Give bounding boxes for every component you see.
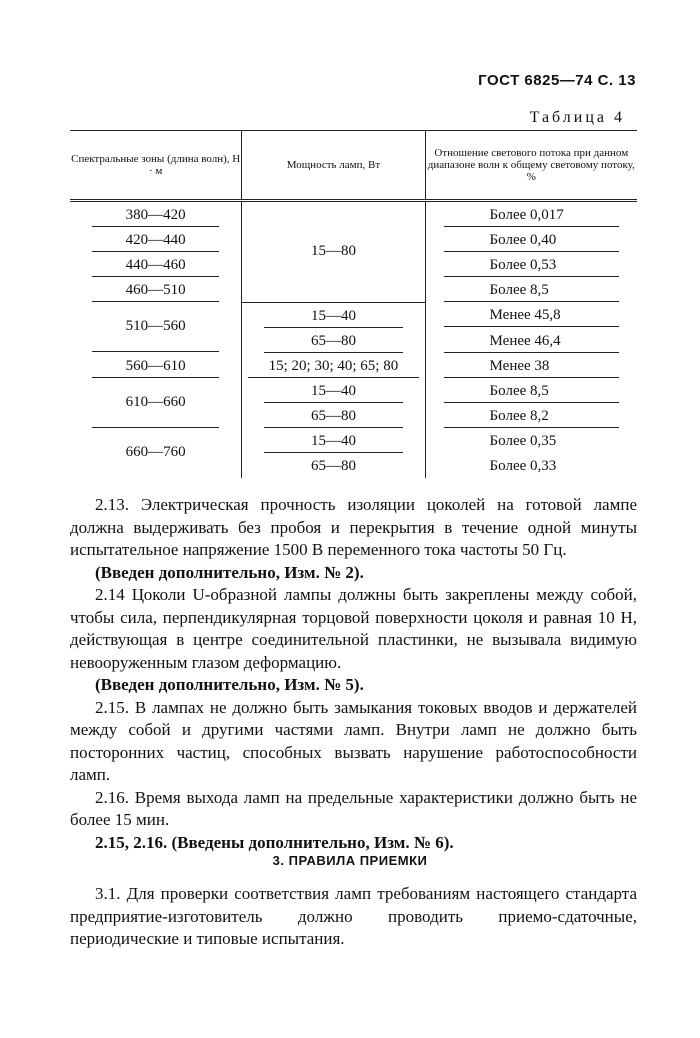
ratio-cell: Более 0,35: [489, 433, 557, 449]
ratio-cell: Более 8,5: [444, 277, 619, 302]
amendment-note: 2.15, 2.16. (Введены дополнительно, Изм. № 6).: [95, 832, 454, 852]
zone-cell: 440—460: [92, 252, 219, 277]
ratio-cell: Более 0,53: [444, 252, 619, 277]
zone-cell: 610—660: [92, 378, 219, 428]
table-row: [70, 378, 637, 403]
ratio-cell: Более 0,33: [489, 458, 557, 474]
column-header-zone: Спектральные зоны (длина волн), Н · м: [70, 131, 242, 201]
zone-cell: 660—760: [125, 444, 186, 460]
ratio-cell: Более 8,5: [444, 378, 619, 403]
ratio-cell: Менее 45,8: [444, 302, 619, 327]
table-row: [70, 353, 637, 378]
zone-cell: 420—440: [92, 227, 219, 252]
ratio-cell: Более 8,2: [444, 403, 619, 428]
section-text: [70, 883, 637, 951]
paragraph-3-1: 3.1. Для проверки соответствия ламп требованиям настоящего стандарта предприятие-изготовитель должно проводить приемо-сдаточные, периодические и типовые испытания.: [70, 884, 637, 948]
body-text: [70, 494, 637, 854]
table-row: [70, 201, 637, 228]
spectral-table: [70, 130, 637, 478]
paragraph-2-16: 2.16. Время выхода ламп на предельные характеристики должно быть не более 15 мин.: [70, 787, 637, 829]
ratio-cell: Менее 46,4: [444, 328, 619, 353]
power-cell: 15—40: [264, 303, 402, 328]
zone-cell: 380—420: [92, 202, 219, 227]
zone-cell: 460—510: [92, 277, 219, 302]
table-title: Таблица 4: [529, 109, 625, 126]
zone-cell: 560—610: [92, 353, 219, 378]
power-cell: 65—80: [264, 403, 402, 428]
table-row: [70, 428, 637, 453]
power-cell: 15—80: [242, 201, 425, 303]
table-header-row: [70, 131, 637, 201]
ratio-cell: Более 0,40: [444, 227, 619, 252]
paragraph-2-15: 2.15. В лампах не должно быть замыкания токовых вводов и держателей между собой и другими частями ламп. Внутри ламп не должно быть посторонних частиц, способных вызвать нарушение работоспособности ламп.: [70, 697, 637, 784]
amendment-note: (Введен дополнительно, Изм. № 2).: [95, 562, 364, 582]
power-cell: 15—40: [264, 428, 402, 453]
section-heading: 3. ПРАВИЛА ПРИЕМКИ: [272, 853, 428, 868]
power-cell: 65—80: [310, 458, 356, 474]
ratio-cell: Менее 38: [444, 353, 619, 378]
page-header: ГОСТ 6825—74 С. 13: [478, 72, 636, 89]
power-cell: 65—80: [264, 328, 402, 353]
paragraph-2-13: 2.13. Электрическая прочность изоляции цоколей на готовой лампе должна выдерживать без пробоя и перекрытия в течение одной минуты испытательное напряжение 1500 В переменного тока частоты 50 Гц.: [70, 495, 637, 559]
amendment-note: (Введен дополнительно, Изм. № 5).: [95, 675, 364, 694]
table-row: [70, 302, 637, 328]
power-cell: 15—40: [264, 378, 402, 403]
zone-cell: 510—560: [92, 302, 219, 352]
paragraph-2-14: 2.14 Цоколи U-образной лампы должны быть закреплены между собой, чтобы сила, перпендикулярная торцовой поверхности цоколя и равная 10 Н, действующая в центре соединительной пластинки, не вызывала видимую невооруженным глазом деформацию.: [70, 585, 637, 672]
power-cell: 15; 20; 30; 40; 65; 80: [248, 353, 418, 378]
column-header-ratio: Отношение светового потока при данном диапазоне волн к общему световому потоку, %: [425, 131, 637, 201]
ratio-cell: Более 0,017: [444, 202, 619, 227]
column-header-power: Мощность ламп, Вт: [242, 131, 425, 201]
